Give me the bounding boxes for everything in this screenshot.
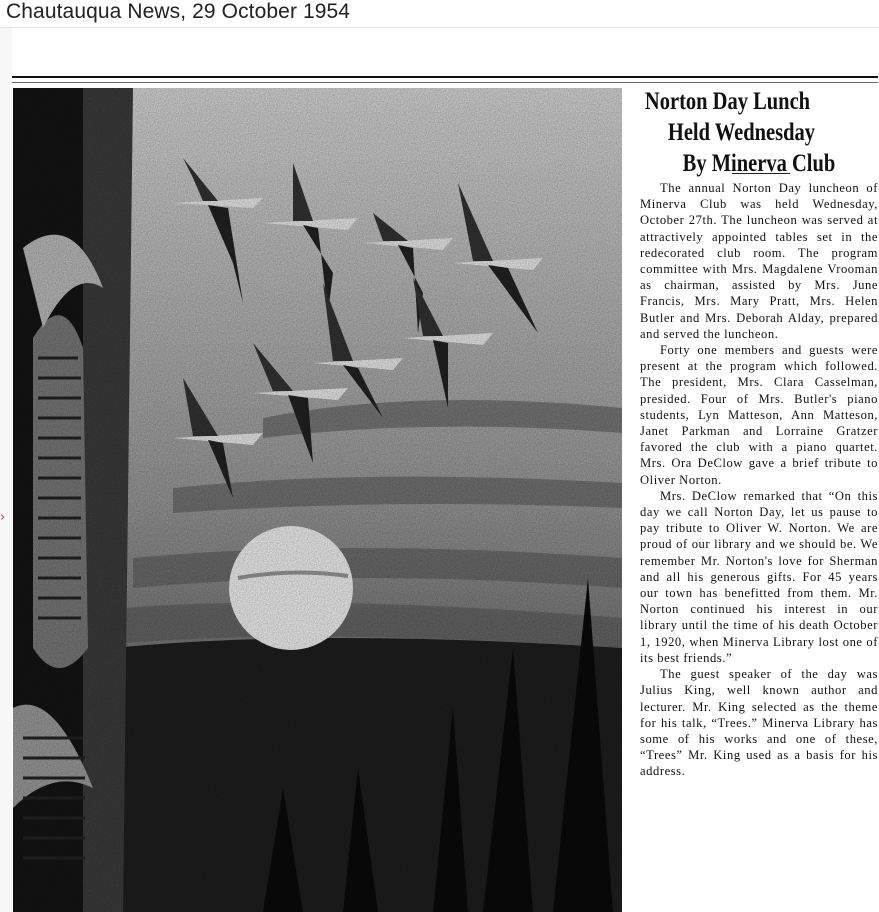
article-headline	[640, 86, 878, 179]
page-caption: Chautauqua News, 29 October 1954	[6, 0, 351, 23]
left-margin-bar	[0, 28, 12, 912]
headline-line-3: By Minerva Club	[682, 150, 836, 177]
article-body	[640, 180, 878, 780]
caption-divider	[0, 27, 879, 28]
headline-line-2: Held Wednesday	[667, 119, 816, 146]
headline-line-1: Norton Day Lunch	[644, 88, 811, 115]
article	[640, 86, 878, 780]
paragraph-1: The annual Norton Day luncheon of Minerva Club was held Wednesday, October 27th. The luncheon was served at attractively appointed tables set in the redecorated club room. The program committee with Mrs. Magdalene Vrooman as chairman, assisted by Mrs. June Francis, Mrs. Mary Pratt, Mrs. Helen Butler and Mrs. Deborah Alday, prepared and served the luncheon.	[640, 181, 878, 341]
top-rule-thin	[12, 82, 878, 83]
paragraph-4: The guest speaker of the day was Julius King, well known author and lecturer. Mr. King selected as the theme for his talk, “Trees.” Minerva Library has some of his works and one of these, “Trees” Mr. King used as a basis for his address.	[640, 667, 878, 779]
top-rule	[12, 76, 878, 78]
paragraph-3: Mrs. DeClow remarked that “On this day we call Norton Day, let us pause to pay tribute to Oliver W. Norton. We are proud of our library and we should be. We remember Mr. Norton's love for Sherman and all his generous gifts. For 45 years our town has benefitted from them. Mr. Norton continued his interest in our library until the time of his death October 1, 1920, when Minerva Library lost one of its best friends.”	[640, 488, 878, 665]
geese-illustration	[13, 88, 622, 912]
chevron-right-icon[interactable]: ›	[0, 510, 6, 525]
paragraph-2: Forty one members and guests were present at the program which followed. The president, Mrs. Clara Casselman, presided. Four of Mrs. Butler's piano students, Lyn Matteson, Ann Matteson, Janet Parkman and Lorraine Gratzer favored the club with a piano quartet. Mrs. Ora DeClow gave a brief tribute to Oliver Norton.	[640, 343, 878, 487]
